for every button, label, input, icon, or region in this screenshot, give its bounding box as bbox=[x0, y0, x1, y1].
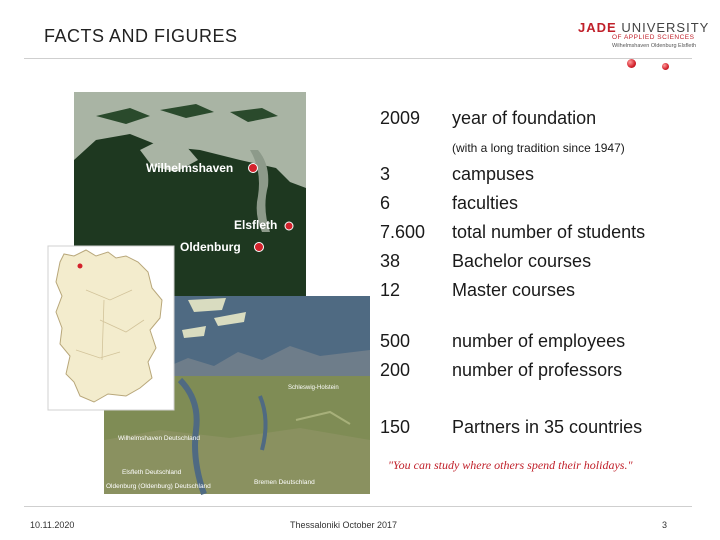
fact-label: number of employees bbox=[452, 331, 626, 351]
fact-label: number of professors bbox=[452, 360, 623, 380]
fact-row bbox=[380, 189, 700, 218]
page-number: 3 bbox=[662, 520, 668, 530]
fact-label: faculties bbox=[452, 193, 519, 213]
elsfleth-marker-icon bbox=[285, 222, 293, 230]
sat-label-bremen: Bremen Deutschland bbox=[254, 479, 315, 486]
fact-value: 3 bbox=[380, 164, 391, 184]
fact-foundation bbox=[380, 104, 700, 133]
fact-value: 12 bbox=[380, 280, 401, 300]
fact-value: 7.600 bbox=[380, 222, 426, 242]
logo-cities: Wilhelmshaven Oldenburg Elsfleth bbox=[612, 43, 697, 49]
fact-label: Bachelor courses bbox=[452, 251, 592, 271]
map-label-wilhelmshaven: Wilhelmshaven bbox=[146, 161, 234, 175]
fact-row bbox=[380, 356, 700, 385]
fact-row bbox=[380, 160, 700, 189]
fact-value: 2009 bbox=[380, 108, 421, 128]
footer-divider bbox=[24, 506, 692, 507]
germany-map bbox=[48, 246, 174, 410]
logo-university: UNIVERSITY bbox=[621, 20, 710, 35]
logo-jade: JADE bbox=[578, 20, 617, 35]
fact-row bbox=[380, 327, 700, 356]
sat-label-elsfleth: Elsfleth Deutschland bbox=[122, 469, 182, 476]
oldenburg-marker-icon bbox=[255, 243, 264, 252]
page-title: FACTS AND FIGURES bbox=[44, 26, 238, 46]
fact-label: campuses bbox=[452, 164, 535, 184]
fact-note: (with a long tradition since 1947) bbox=[452, 141, 625, 155]
map-label-elsfleth: Elsfleth bbox=[234, 218, 278, 232]
sat-label-wilhelmshaven: Wilhelmshaven Deutschland bbox=[118, 435, 201, 442]
facts-list bbox=[380, 104, 700, 442]
fact-row bbox=[380, 247, 700, 276]
fact-value: 500 bbox=[380, 331, 411, 351]
fact-value: 38 bbox=[380, 251, 401, 271]
logo-subtitle: OF APPLIED SCIENCES bbox=[612, 34, 695, 41]
fact-label: total number of students bbox=[452, 222, 646, 242]
fact-partners bbox=[380, 413, 700, 442]
fact-row bbox=[380, 276, 700, 305]
fact-label: year of foundation bbox=[452, 108, 597, 128]
fact-value: 150 bbox=[380, 417, 411, 437]
fact-label: Master courses bbox=[452, 280, 576, 300]
wilhelmshaven-marker-icon bbox=[249, 164, 258, 173]
fact-value: 6 bbox=[380, 193, 391, 213]
footer-date: 10.11.2020 bbox=[30, 520, 75, 530]
fact-value: 200 bbox=[380, 360, 411, 380]
slogan-quote: "You can study where others spend their holidays." bbox=[388, 458, 633, 472]
map-label-oldenburg: Oldenburg bbox=[180, 240, 241, 254]
footer-event: Thessaloniki October 2017 bbox=[290, 520, 398, 530]
sat-label-region: Schleswig-Holstein bbox=[288, 385, 339, 391]
fact-label: Partners in 35 countries bbox=[452, 417, 643, 437]
fact-row bbox=[380, 218, 700, 247]
sat-label-oldenburg: Oldenburg (Oldenburg) Deutschland bbox=[106, 483, 211, 490]
campus-location-icon bbox=[78, 264, 83, 269]
